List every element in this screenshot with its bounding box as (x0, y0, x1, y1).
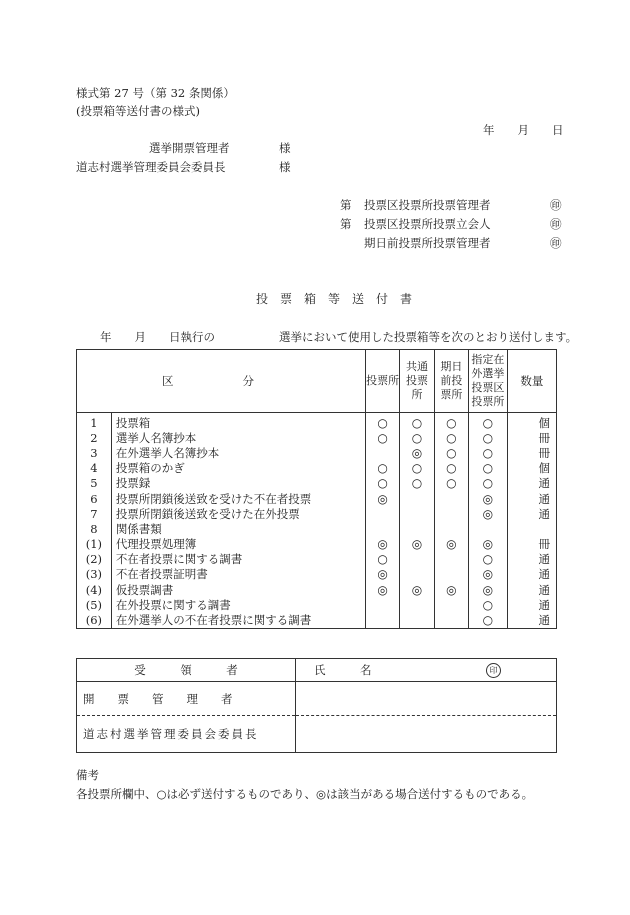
quantity-unit: 通 (507, 476, 556, 491)
mark-early-station (434, 506, 468, 521)
table-row (77, 612, 557, 628)
recipient-1-title: 選挙開票管理者 (149, 141, 230, 155)
mark-polling-station (365, 612, 399, 628)
receipt-name-field-1[interactable] (296, 682, 557, 716)
quantity-unit (507, 521, 556, 536)
sender-1-prefix: 第 (340, 198, 352, 212)
table-row (77, 430, 557, 445)
mark-early-station: ◎ (434, 582, 468, 597)
row-number: 7 (77, 506, 112, 521)
quantity-unit: 個 (507, 413, 556, 431)
mark-polling-station (365, 506, 399, 521)
mark-early-station: ◎ (434, 537, 468, 552)
item-name: 不在者投票証明書 (111, 567, 365, 582)
quantity-unit: 通 (507, 491, 556, 506)
table-row (77, 537, 557, 552)
mark-common-station: ○ (400, 461, 434, 476)
item-name: 代理投票処理簿 (111, 537, 365, 552)
mark-overseas-station: ○ (469, 445, 508, 460)
row-number: 4 (77, 461, 112, 476)
mark-common-station: ◎ (400, 445, 434, 460)
mark-overseas-station: ○ (469, 413, 508, 431)
mark-overseas-station (469, 521, 508, 536)
header-common-station: 共通 投票 所 (400, 350, 434, 413)
item-name: 関係書類 (111, 521, 365, 536)
mark-polling-station: ◎ (365, 491, 399, 506)
mark-common-station (400, 597, 434, 612)
mark-overseas-station: ○ (469, 461, 508, 476)
mark-polling-station: ○ (365, 476, 399, 491)
sender-3-seal: ㊞ (550, 236, 562, 250)
mark-overseas-station: ○ (469, 552, 508, 567)
sender-3-title: 期日前投票所投票管理者 (364, 236, 491, 250)
mark-polling-station: ○ (365, 413, 399, 431)
mark-common-station: ○ (400, 476, 434, 491)
sender-2-seal: ㊞ (550, 217, 562, 231)
mark-polling-station: ○ (365, 552, 399, 567)
quantity-unit: 通 (507, 567, 556, 582)
mark-overseas-station: ◎ (469, 491, 508, 506)
mark-common-station: ◎ (400, 537, 434, 552)
mark-early-station: ○ (434, 413, 468, 431)
table-row (77, 506, 557, 521)
mark-early-station (434, 491, 468, 506)
mark-early-station (434, 521, 468, 536)
table-row (77, 597, 557, 612)
item-name: 投票所閉鎖後送致を受けた不在者投票 (111, 491, 365, 506)
item-name: 仮投票調書 (111, 582, 365, 597)
receipt-header-row (77, 659, 557, 682)
quantity-unit: 通 (507, 552, 556, 567)
receipt-table (76, 658, 557, 753)
item-name: 在外選挙人の不在者投票に関する調書 (111, 612, 365, 628)
item-name: 投票録 (111, 476, 365, 491)
table-row (77, 445, 557, 460)
header-category: 区 分 (77, 350, 366, 413)
table-row (77, 552, 557, 567)
row-number: 3 (77, 445, 112, 460)
row-number: 6 (77, 491, 112, 506)
recipient-2-suffix: 様 (279, 160, 291, 174)
mark-overseas-station: ○ (469, 597, 508, 612)
form-number: 様式第 27 号（第 32 条関係） (76, 86, 235, 100)
mark-common-station (400, 612, 434, 628)
quantity-unit: 通 (507, 597, 556, 612)
mark-early-station (434, 597, 468, 612)
sender-1-title: 投票区投票所投票管理者 (364, 198, 491, 212)
intro-date: 年 月 日執行の (100, 330, 215, 344)
mark-early-station: ○ (434, 476, 468, 491)
table-row (77, 567, 557, 582)
row-number: (2) (77, 552, 112, 567)
row-number: 2 (77, 430, 112, 445)
recipient-1-suffix: 様 (279, 141, 291, 155)
row-number: (3) (77, 567, 112, 582)
receipt-name-label: 氏 名 (314, 663, 372, 677)
row-number: 5 (77, 476, 112, 491)
table-row (77, 582, 557, 597)
quantity-unit: 通 (507, 582, 556, 597)
sender-1-seal: ㊞ (550, 198, 562, 212)
receipt-row-counting-manager (77, 682, 557, 716)
item-name: 不在者投票に関する調書 (111, 552, 365, 567)
recipient-2-title: 道志村選挙管理委員会委員長 (76, 160, 226, 174)
document-title: 投 票 箱 等 送 付 書 (256, 292, 413, 306)
item-name: 投票箱 (111, 413, 365, 431)
receipt-name-field-2[interactable] (296, 716, 557, 753)
intro-text: 選挙において使用した投票箱等を次のとおり送付します。 (279, 330, 578, 344)
row-number: 8 (77, 521, 112, 536)
table-row (77, 491, 557, 506)
mark-early-station: ○ (434, 461, 468, 476)
quantity-unit: 通 (507, 612, 556, 628)
row-number: 1 (77, 413, 112, 431)
mark-overseas-station: ◎ (469, 537, 508, 552)
mark-early-station: ○ (434, 445, 468, 460)
mark-overseas-station: ○ (469, 612, 508, 628)
item-name: 在外選挙人名簿抄本 (111, 445, 365, 460)
mark-common-station: ○ (400, 430, 434, 445)
remarks-text: 各投票所欄中、○は必ず送付するものであり、◎は該当がある場合送付するものである。 (76, 787, 534, 801)
mark-common-station (400, 506, 434, 521)
items-table (76, 349, 557, 629)
item-name: 投票箱のかぎ (111, 461, 365, 476)
mark-common-station (400, 491, 434, 506)
table-row (77, 476, 557, 491)
seal-icon: 印 (486, 663, 501, 678)
mark-common-station: ○ (400, 413, 434, 431)
table-row (77, 413, 557, 431)
sender-2-title: 投票区投票所投票立会人 (364, 217, 491, 231)
header-polling-station: 投票所 (365, 350, 399, 413)
mark-common-station (400, 567, 434, 582)
receipt-col-receiver: 受 領 者 (77, 659, 296, 682)
quantity-unit: 冊 (507, 430, 556, 445)
receipt-col-name (296, 659, 557, 682)
mark-early-station: ○ (434, 430, 468, 445)
mark-overseas-station: ◎ (469, 582, 508, 597)
mark-polling-station (365, 597, 399, 612)
mark-overseas-station: ◎ (469, 506, 508, 521)
row-number: (4) (77, 582, 112, 597)
mark-overseas-station: ○ (469, 430, 508, 445)
row-number: (6) (77, 612, 112, 628)
row-number: (5) (77, 597, 112, 612)
mark-polling-station: ◎ (365, 537, 399, 552)
mark-polling-station (365, 445, 399, 460)
item-name: 選挙人名簿抄本 (111, 430, 365, 445)
item-name: 在外投票に関する調書 (111, 597, 365, 612)
mark-polling-station (365, 521, 399, 536)
quantity-unit: 冊 (507, 445, 556, 460)
header-quantity: 数量 (507, 350, 556, 413)
mark-early-station (434, 552, 468, 567)
quantity-unit: 個 (507, 461, 556, 476)
mark-overseas-station: ◎ (469, 567, 508, 582)
mark-early-station (434, 612, 468, 628)
quantity-unit: 冊 (507, 537, 556, 552)
mark-common-station: ◎ (400, 582, 434, 597)
header-overseas-station: 指定在 外選挙 投票区 投票所 (469, 350, 508, 413)
mark-polling-station: ◎ (365, 567, 399, 582)
quantity-unit: 通 (507, 506, 556, 521)
receipt-role-chairman: 道志村選挙管理委員会委員長 (77, 716, 296, 753)
mark-common-station (400, 552, 434, 567)
mark-polling-station: ◎ (365, 582, 399, 597)
sender-2-prefix: 第 (340, 217, 352, 231)
mark-polling-station: ○ (365, 430, 399, 445)
mark-common-station (400, 521, 434, 536)
table-row (77, 461, 557, 476)
mark-polling-station: ○ (365, 461, 399, 476)
row-number: (1) (77, 537, 112, 552)
table-row (77, 521, 557, 536)
receipt-role-counting-manager: 開 票 管 理 者 (77, 682, 296, 716)
item-name: 投票所閉鎖後送致を受けた在外投票 (111, 506, 365, 521)
mark-early-station (434, 567, 468, 582)
table-header-row (77, 350, 557, 413)
remarks-title: 備考 (76, 768, 99, 782)
mark-overseas-station: ○ (469, 476, 508, 491)
header-early-station: 期日 前投 票所 (434, 350, 468, 413)
form-description: (投票箱等送付書の様式) (76, 104, 200, 118)
receipt-row-chairman (77, 716, 557, 753)
date-line: 年 月 日 (483, 123, 564, 137)
